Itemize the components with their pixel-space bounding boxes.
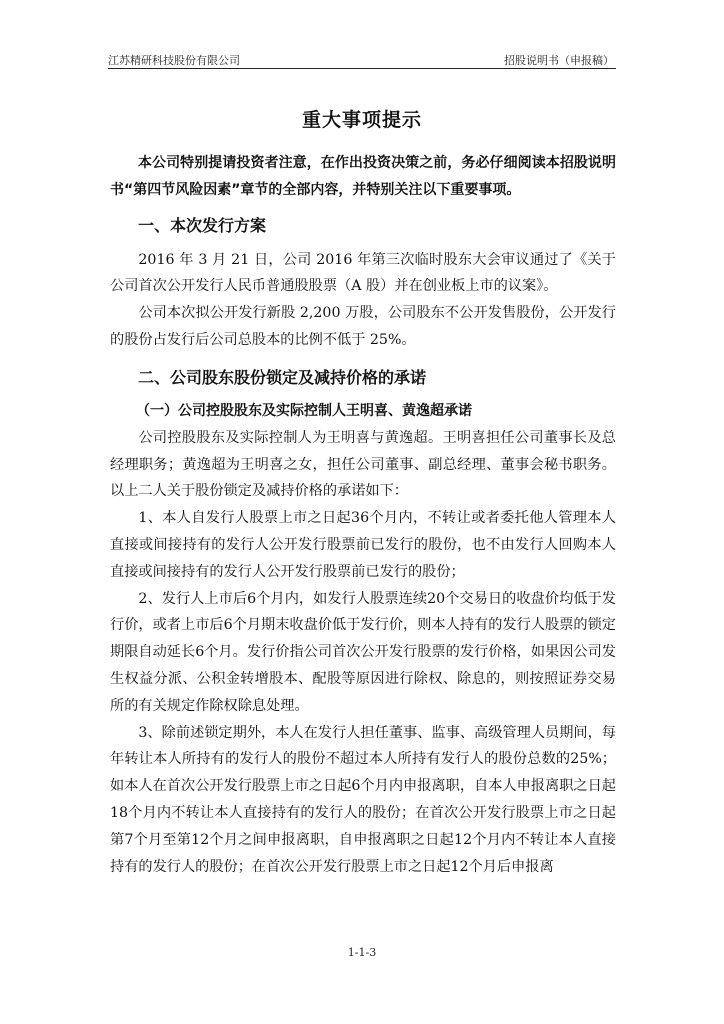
subsection-1-paragraph-1: 公司控股股东及实际控制人为王明喜与黄逸超。王明喜担任公司董事长及总经理职务；黄逸超为王明喜之女，担任公司董事、副总经理、董事会秘书职务。以上二人关于股份锁定及减持价格的承诺如下： xyxy=(110,429,616,500)
subsection-1-paragraph-4: 3、除前述锁定期外，本人在发行人担任董事、监事、高级管理人员期间，每年转让本人所持有的发行人的股份不超过本人所持有发行人的股份总数的25%；如本人在首次公开发行股票上市之日起6个月内申报离职，自本人申报离职之日起18个月内不转让本人直接持有的发行人的股份；在首次公开发行股票上市之日起第7个月至第12个月之间申报离职，自申报离职之日起12个月内不转让本人直接持有的发行人的股份；在首次公开发行股票上市之日起12个月后申报离 xyxy=(110,724,616,875)
page-number: 1-1-3 xyxy=(347,946,377,959)
page-header xyxy=(108,50,616,69)
section-2-heading: 二、公司股东股份锁定及减持价格的承诺 xyxy=(138,367,427,387)
intro-paragraph: 本公司特别提请投资者注意，在作出投资决策之前，务必仔细阅读本招股说明书“第四节风险因素”章节的全部内容，并特别关注以下重要事项。 xyxy=(110,155,616,198)
page-title: 重大事项提示 xyxy=(301,109,422,131)
subsection-1-heading: （一）公司控股股东及实际控制人王明喜、黄逸超承诺 xyxy=(136,402,472,419)
header-company-name: 江苏精研科技股份有限公司 xyxy=(108,54,240,67)
section-1-paragraph-1: 2016 年 3 月 21 日，公司 2016 年第三次临时股东大会审议通过了《关于公司首次公开发行人民币普通股股票（A 股）并在创业板上市的议案》。 xyxy=(110,251,616,295)
subsection-1-paragraph-2: 1、本人自发行人股票上市之日起36个月内，不转让或者委托他人管理本人直接或间接持有的发行人公开发行股票前已发行的股份，也不由发行人回购本人直接或间接持有的发行人公开发行股票前已发行的股份； xyxy=(110,510,616,580)
header-document-type: 招股说明书（申报稿） xyxy=(504,54,614,67)
section-1-paragraph-2: 公司本次拟公开发行新股 2,200 万股，公司股东不公开发售股份，公开发行的股份占发行后公司总股本的比例不低于 25%。 xyxy=(110,305,616,348)
section-1-heading: 一、本次发行方案 xyxy=(138,215,267,235)
document-body xyxy=(110,150,616,880)
subsection-1-paragraph-3: 2、发行人上市后6个月内，如发行人股票连续20个交易日的收盘价均低于发行价，或者上市后6个月期末收盘价低于发行价，则本人持有的发行人股票的锁定期限自动延长6个月。发行价指公司首次公开发行股票的发行价格，如果因公司发生权益分派、公积金转增股本、配股等原因进行除权、除息的，则按照证券交易所的有关规定作除权除息处理。 xyxy=(110,590,616,714)
